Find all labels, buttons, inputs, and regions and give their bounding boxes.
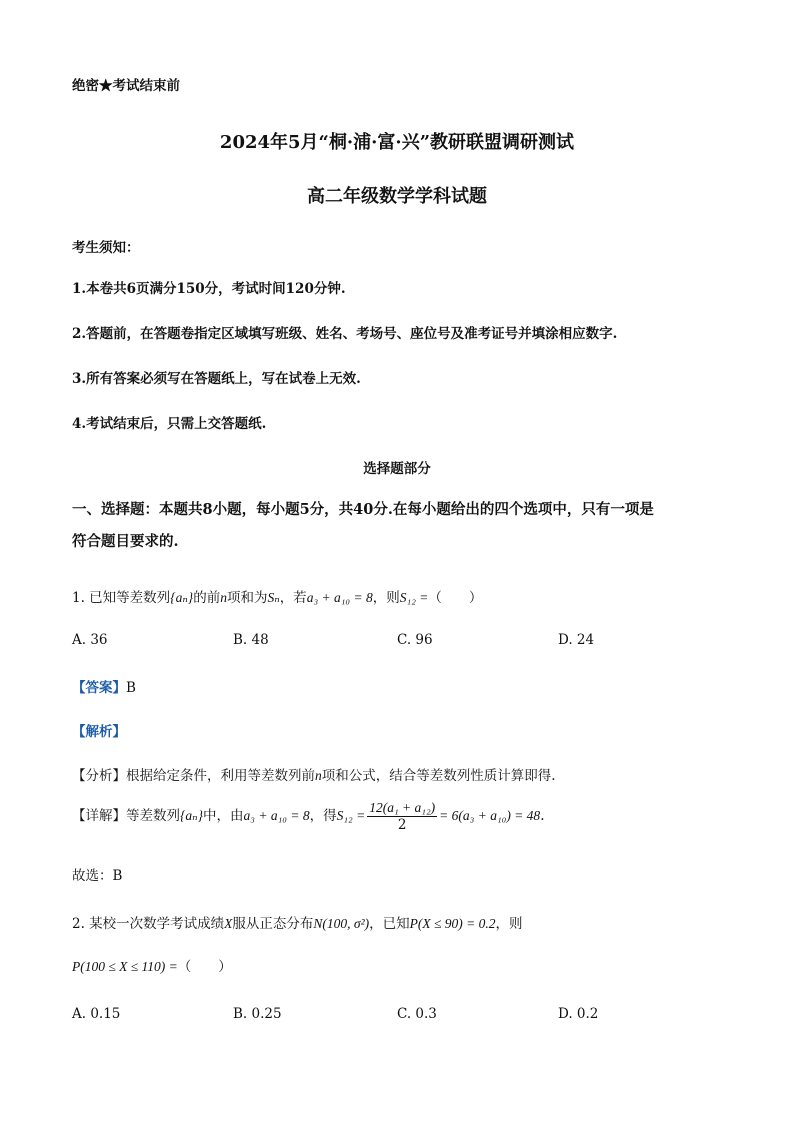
fenxi-tag: 【分析】 (72, 768, 126, 784)
q1-seq: {aₙ} (170, 590, 194, 605)
q1-text: ，则 (372, 590, 400, 606)
detail-lhs: S₁₂ = (336, 808, 366, 823)
q2-text: ，已知 (369, 916, 410, 932)
q1-ask: S₁₂ = (399, 590, 429, 605)
detail-text: 中，由 (203, 808, 244, 824)
section-intro: 一、选择题：本题共8小题，每小题5分，共40分.在每小题给出的四个选项中，只有一项是 (72, 501, 654, 518)
option-b: B. 48 (233, 632, 269, 648)
q1-condition: a₃ + a₁₀ = 8 (306, 590, 373, 605)
q1-prefix: 1. 已知等差数列 (72, 590, 171, 606)
detail-end: . (540, 808, 545, 824)
fenxi-text: 根据给定条件，利用等差数列前 (126, 768, 315, 784)
q2-option-a: A. 0.15 (72, 1006, 121, 1022)
q2-blank: （ ） (177, 959, 232, 975)
q2-x: X (224, 916, 233, 931)
detail-rhs: = 6(a₃ + a₁₀) = 48 (439, 808, 541, 823)
answer-tag: 【答案】 (72, 680, 126, 696)
answer-value: B (126, 680, 136, 696)
q2-option-c: C. 0.3 (397, 1006, 437, 1022)
detail-condition: a₃ + a₁₀ = 8 (243, 808, 310, 823)
section-intro-cont: 符合题目要求的. (72, 533, 179, 550)
question-1-stem (72, 586, 482, 606)
sum-fraction (367, 800, 437, 833)
q2-option-b: B. 0.25 (233, 1006, 282, 1022)
option-a: A. 36 (72, 632, 108, 648)
analysis-tag: 【解析】 (72, 724, 126, 740)
notice-heading: 考生须知： (72, 240, 140, 256)
answer-line (72, 676, 136, 696)
q1-text: 项和为 (226, 590, 268, 606)
q2-option-d: D. 0.2 (558, 1006, 599, 1022)
q2-ask: P(100 ≤ X ≤ 110) = (72, 959, 178, 974)
question-2-ask (72, 955, 232, 975)
fraction-numerator: 12(a₁ + a₁₂) (369, 800, 436, 815)
notice-item: 2.答题前，在答题卷指定区域填写班级、姓名、考场号、座位号及准考证号并填涂相应数字. (72, 326, 618, 342)
question-2-stem (72, 912, 523, 932)
option-d: D. 24 (558, 632, 595, 648)
detail-line (72, 800, 544, 833)
q1-text: 的前 (193, 590, 221, 606)
exam-title: 2024年5月“桐·浦·富·兴”教研联盟调研测试 (219, 132, 575, 153)
notice-item: 1.本卷共6页满分150分，考试时间120分钟. (72, 281, 346, 297)
section-title: 选择题部分 (363, 461, 431, 477)
choice-line: 故选：B (72, 868, 123, 884)
exam-subtitle: 高二年级数学学科试题 (307, 186, 487, 207)
secret-label: 绝密★考试结束前 (72, 78, 180, 94)
fenxi-text: 项和公式，结合等差数列性质计算即得. (321, 768, 556, 784)
q1-n: n (220, 590, 227, 605)
fraction-denominator: 2 (397, 817, 407, 833)
notice-item: 4.考试结束后，只需上交答题纸. (72, 416, 267, 432)
detail-text: 等差数列 (126, 808, 180, 824)
q2-given: P(X ≤ 90) = 0.2 (409, 916, 496, 931)
detail-text: ，得 (309, 808, 337, 824)
q2-prefix: 2. 某校一次数学考试成绩 (72, 916, 225, 932)
q2-distribution: N(100, σ²) (313, 916, 370, 931)
q1-blank: （ ） (428, 590, 483, 606)
q2-text: 服从正态分布 (232, 916, 314, 932)
q1-s: Sₙ (267, 590, 280, 605)
detail-seq: {aₙ} (180, 808, 204, 823)
notice-item: 3.所有答案必须写在答题纸上，写在试卷上无效. (72, 371, 361, 387)
fenxi-line (72, 764, 556, 784)
q1-text: ，若 (279, 590, 307, 606)
detail-tag: 【详解】 (72, 808, 126, 824)
fenxi-n: n (315, 768, 322, 783)
q2-text: ，则 (495, 916, 523, 932)
option-c: C. 96 (397, 632, 433, 648)
